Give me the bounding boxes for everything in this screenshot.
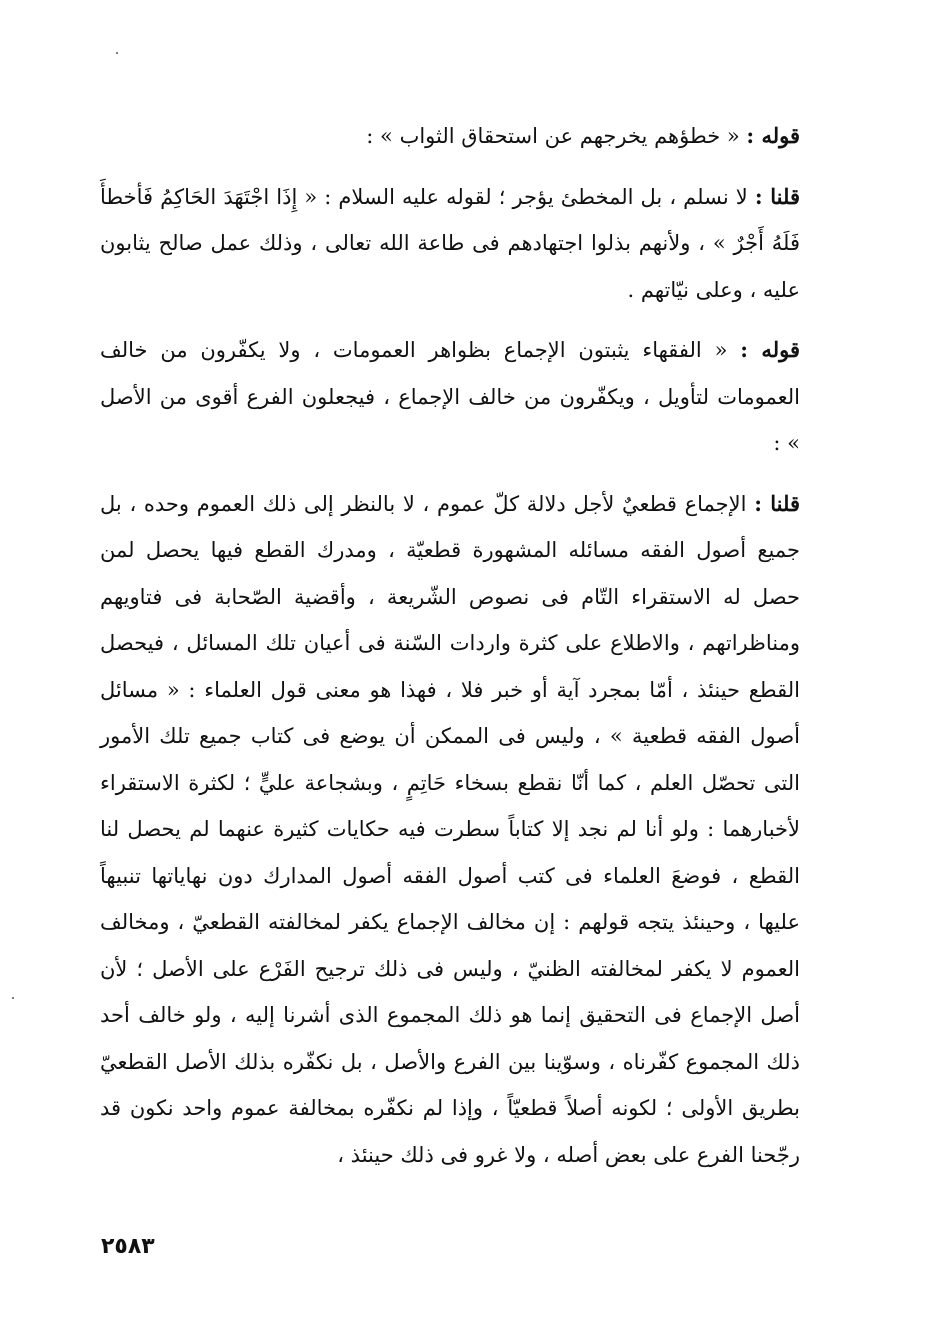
paragraph-reply-1 [100, 174, 800, 314]
scan-speck [116, 52, 118, 54]
page-number: ٢٥٨٣ [101, 1234, 155, 1259]
paragraph-reply-2 [100, 481, 800, 1179]
paragraph-lead: قلنا : [754, 490, 800, 516]
paragraph-objection-2 [100, 327, 800, 467]
paragraph-text: « خطؤهم يخرجهم عن استحقاق الثواب » : [366, 124, 740, 148]
paragraph-lead: قوله : [746, 123, 800, 148]
paragraph-lead: قلنا : [754, 183, 800, 209]
page-body [100, 113, 800, 1192]
paragraph-objection-1 [100, 113, 800, 160]
paragraph-text: لا نسلم ، بل المخطئ يؤجر ؛ لقوله عليه السلام : « إِذَا اجْتَهَدَ الحَاكِمُ فَأخطأَ فَلَهُ أَجْرٌ » ، ولأنهم بذلوا اجتهادهم فى طاعة الله تعالى ، وذلك عمل صالح يثابون عليه ، وعلى نيّاتهم . [100, 184, 800, 302]
paragraph-text: الإجماع قطعيٌ لأجل دلالة كلّ عموم ، لا بالنظر إلى ذلك العموم وحده ، بل جميع أصول الفقه مسائله المشهورة قطعيّة ، ومدرك القطع فيها يحصل لمن حصل له الاستقراء التّام فى نصوص الشّريعة ، وأقضية الصّحابة فى فتاويهم ومناظراتهم ، والاطلاع على كثرة واردات السّنة فى أعيان تلك المسائل ، فيحصل القطع حينئذ ، أمّا بمجرد آية أو خبر فلا ، فهذا هو معنى قول العلماء : « مسائل أصول الفقه قطعية » ، وليس فى الممكن أن يوضع فى كتاب جميع تلك الأمور التى تحصّل العلم ، كما أنّا نقطع بسخاء حَاتِمٍ ، وبشجاعة عليٍّ ؛ لكثرة الاستقراء لأخبارهما : ولو أنا لم نجد إلا كتاباً سطرت فيه حكايات كثيرة عنهما لم يحصل لنا القطع ، فوضعَ العلماء فى كتب أصول الفقه أصول المدارك دون نهاياتها تنبيهاً عليها ، وحينئذ يتجه قولهم : إن مخالف الإجماع يكفر لمخالفته القطعيّ ، ومخالف العموم لا يكفر لمخالفته الظنيّ ، وليس فى ذلك ترجيح الفَرْع على الأصل ؛ لأن أصل الإجماع فى التحقيق إنما هو ذلك المجموع الذى أشرنا إليه ، ولو خالف أحد ذلك المجموع كفّرناه ، وسوّينا بين الفرع والأصل ، بل نكفّره بذلك الأصل القطعيّ بطريق الأولى ؛ لكونه أصلاً قطعيّاً ، وإذا لم نكفّره بمخالفة عموم واحد نكون قد رجّحنا الفرع على بعض أصله ، ولا غرو فى ذلك حينئذ ، [100, 491, 800, 1167]
paragraph-text: « الفقهاء يثبتون الإجماع بظواهر العمومات ، ولا يكفّرون من خالف العمومات لتأويل ، ويكفّرون من خالف الإجماع ، فيجعلون الفرع أقوى من الأصل » : [100, 338, 800, 455]
scan-speck [12, 997, 14, 999]
paragraph-lead: قوله : [740, 337, 800, 362]
